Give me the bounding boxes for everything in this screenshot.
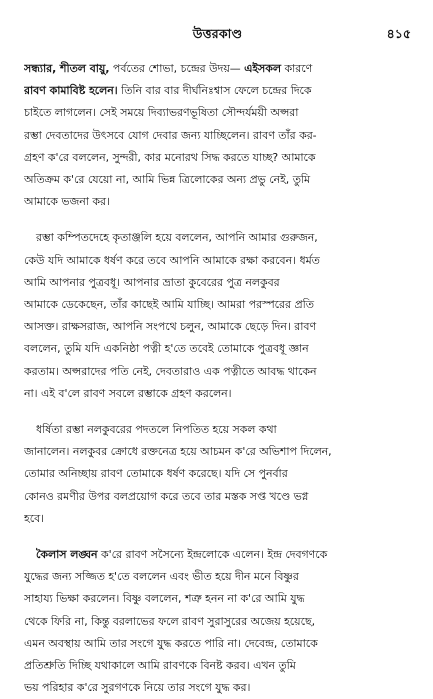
line-text: পর্বতের শোভা, চন্দ্রের উদয়— [109,62,245,75]
line-text: না। এই ব'লে রাবণ সবলে রম্ভাকে গ্রহণ করলেন। [24,386,232,400]
line-text: এমন অবস্থায় আমি তার সংগে যুদ্ধ করতে পারি না। দেবেন্দ্র, তোমাকে [24,636,318,650]
text-line [24,544,411,566]
paragraph [24,419,411,530]
text-line [24,80,411,102]
line-text: প্রতিশ্রুতি দিচ্ছি যথাকালে আমি রাবণকে বিনষ্ট করব। এখন তুমি [24,659,296,673]
text-line [24,316,411,338]
line-text: আমি আপনার পুত্রবধূ। আপনার ভ্রাতা কুবেরের পুত্র নলকুবর [24,275,280,289]
paragraph [24,227,411,405]
text-line [24,655,411,677]
text-line [24,611,411,633]
text-line [24,566,411,588]
text-line [24,227,411,249]
body-text [24,58,411,699]
line-text: ধর্ষিতা রম্ভা নলকুবরের পদতলে নিপতিত হয়ে সকল কথা [36,423,277,437]
page-header [24,26,411,48]
line-text: তোমার অনিচ্ছায় রাবণ তোমাকে ধর্ষণ করেছে। যদি সে পুনর্বার [24,467,288,481]
text-line [24,588,411,610]
page-number: ৪১৫ [386,26,411,41]
bold-phrase: এইসকল [244,62,281,75]
line-text: গ্রহণ ক'রে বললেন, সুন্দরী, কার মনোরথ সিদ্ধ করতে যাচ্ছ? আমাকে [24,150,316,164]
text-line [24,169,411,191]
line-text: অতিক্রম ক'রে যেয়ো না, আমি ভিন্ন ত্রিলোকের অন্য প্রভু নেই, তুমি [24,173,311,187]
text-line [24,463,411,485]
text-line [24,383,411,405]
text-line [24,361,411,383]
line-text: হবে। [24,511,45,525]
text-line [24,633,411,655]
line-text: কেউ যদি আমাকে ধর্ষণ করে তবে আপনি আমাকে রক্ষা করবেন। ধর্মত [24,253,320,267]
line-text: বললেন, তুমি যদি একনিষ্ঠা পত্নী হ'তে তবেই তোমাকে পুত্রবধূ জ্ঞান [24,342,309,356]
line-text: কারণে [280,62,313,75]
line-text: রম্ভা দেবতাদের উৎসবে যোগ দেবার জন্য যাচ্ছিলেন। রাবণ তাঁর কর- [24,128,317,142]
line-text: করতাম। অপ্সরাদের পতি নেই, দেবতারাও এক পত্নীতে আবদ্ধ থাকেন [24,364,317,378]
text-line [24,419,411,441]
line-text: সাহায্য ভিক্ষা করলেন। বিষ্ণু বললেন, শত্রু হনন না ক'রে আমি যুদ্ধ [24,592,305,606]
line-text: ক'রে রাবণ সসৈন্যে ইন্দ্রলোকে এলেন। ইন্দ্র দেবগণকে [97,548,328,562]
line-text: কোনও রমণীর উপর বলপ্রয়োগ করে তবে তার মস্তক সপ্ত খণ্ডে ভগ্ন [24,489,309,503]
bold-phrase: সন্ধ্যার, শীতল বায়ু, [24,62,110,75]
text-line [24,58,411,80]
line-text: আমাকে ভজনা কর। [24,195,110,209]
line-text: জানালেন। নলকুবর ক্রোধে রক্তনেত্র হয়ে আচমন ক'রে অভিশাপ দিলেন, [24,445,332,459]
line-text: যুদ্ধের জন্য সজ্জিত হ'তে বললেন এবং ভীত হয়ে দীন মনে বিষ্ণুর [24,570,299,584]
paragraph [24,544,411,699]
text-line [24,508,411,530]
text-line [24,441,411,463]
line-text: চাইতে লাগলেন। সেই সময়ে দিব্যাভরণভূষিতা সৌন্দর্যময়ী অপ্সরা [24,106,299,120]
text-line [24,338,411,360]
text-line [24,677,411,699]
text-line [24,125,411,147]
bold-phrase: কৈলাস লঙ্ঘন [36,548,98,562]
line-text: আসক্ত। রাক্ষসরাজ, আপনি সংপথে চলুন, আমাকে ছেড়ে দিন। রাবণ [24,320,317,334]
bold-phrase: রাবণ কামাবিষ্ট হলেন। [24,84,118,98]
text-line [24,272,411,294]
text-line [24,102,411,124]
text-line [24,250,411,272]
text-line [24,191,411,213]
text-line [24,294,411,316]
line-text: তিনি বার বার দীর্ঘনিঃশ্বাস ফেলে চন্দ্রের দিকে [117,84,312,98]
line-text: আমাকে ডেকেছেন, তাঁর কাছেই আমি যাচ্ছি। আমরা পরস্পরের প্রতি [24,298,314,312]
line-text: রম্ভা কম্পিতদেহে কৃতাঞ্জলি হয়ে বললেন, আপনি আমার গুরুজন, [36,231,318,245]
paragraph [24,58,411,213]
line-text: ভয় পরিহার ক'রে সুরগণকে নিয়ে তার সংগে যুদ্ধ কর। [24,681,251,695]
text-line [24,147,411,169]
running-head: উত্তরকাণ্ড [192,26,243,41]
line-text: থেকে ফিরি না, কিন্তু বরলাভের ফলে রাবণ সুরাসুরের অজেয় হয়েছে, [24,614,316,628]
text-line [24,486,411,508]
